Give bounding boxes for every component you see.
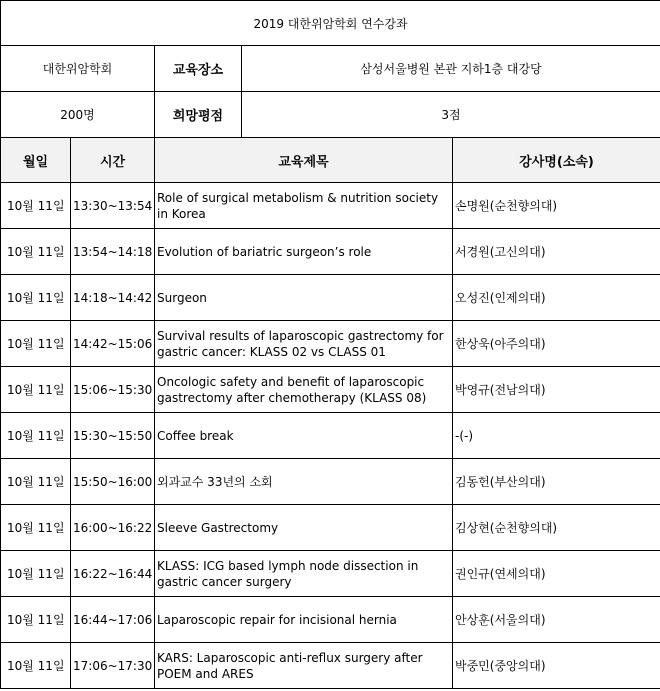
time-cell: 16:00~16:22	[71, 505, 155, 551]
topic-cell: KARS: Laparoscopic anti-reflux surgery after POEM and ARES	[155, 643, 453, 689]
speaker-cell: 안상훈(서울의대)	[453, 597, 660, 643]
time-cell: 15:30~15:50	[71, 413, 155, 459]
title-row	[1, 1, 660, 46]
topic-cell: 외과교수 33년의 소회	[155, 459, 453, 505]
date-cell: 10월 11일	[1, 321, 71, 367]
time-cell: 13:54~14:18	[71, 229, 155, 275]
topic-cell: Coffee break	[155, 413, 453, 459]
time-cell: 16:44~17:06	[71, 597, 155, 643]
topic-cell: Evolution of bariatric surgeon’s role	[155, 229, 453, 275]
capacity: 200명	[1, 92, 155, 138]
capacity-row	[1, 92, 660, 138]
date-cell: 10월 11일	[1, 459, 71, 505]
speaker-cell: 오성진(인제의대)	[453, 275, 660, 321]
speaker-cell: 박영규(전남의대)	[453, 367, 660, 413]
date-cell: 10월 11일	[1, 505, 71, 551]
date-cell: 10월 11일	[1, 183, 71, 229]
topic-cell: Sleeve Gastrectomy	[155, 505, 453, 551]
table-row	[1, 643, 660, 689]
table-row	[1, 183, 660, 229]
speaker-cell: 손명원(순천향의대)	[453, 183, 660, 229]
course-title: 2019 대한위암학회 연수강좌	[1, 1, 660, 46]
speaker-cell: 한상욱(아주의대)	[453, 321, 660, 367]
topic-cell: Survival results of laparoscopic gastrectomy for gastric cancer: KLASS 02 vs CLASS 01	[155, 321, 453, 367]
schedule-body	[1, 183, 660, 689]
topic-cell: KLASS: ICG based lymph node dissection in gastric cancer surgery	[155, 551, 453, 597]
date-cell: 10월 11일	[1, 551, 71, 597]
table-row	[1, 413, 660, 459]
speaker-header: 강사명(소속)	[453, 138, 660, 183]
speaker-cell: 김동헌(부산의대)	[453, 459, 660, 505]
time-cell: 14:42~15:06	[71, 321, 155, 367]
time-cell: 14:18~14:42	[71, 275, 155, 321]
date-header: 월일	[1, 138, 71, 183]
time-cell: 17:06~17:30	[71, 643, 155, 689]
table-row	[1, 229, 660, 275]
speaker-cell: -(-)	[453, 413, 660, 459]
date-cell: 10월 11일	[1, 413, 71, 459]
organizer: 대한위암학회	[1, 46, 155, 92]
table-row	[1, 505, 660, 551]
speaker-cell: 서경원(고신의대)	[453, 229, 660, 275]
date-cell: 10월 11일	[1, 275, 71, 321]
venue-row	[1, 46, 660, 92]
header-row	[1, 138, 660, 183]
venue: 삼성서울병원 본관 지하1층 대강당	[242, 46, 660, 92]
time-cell: 15:06~15:30	[71, 367, 155, 413]
table-row	[1, 459, 660, 505]
table-row	[1, 275, 660, 321]
speaker-cell: 김상현(순천향의대)	[453, 505, 660, 551]
date-cell: 10월 11일	[1, 367, 71, 413]
venue-label: 교육장소	[155, 46, 242, 92]
time-cell: 16:22~16:44	[71, 551, 155, 597]
table-row	[1, 597, 660, 643]
time-cell: 15:50~16:00	[71, 459, 155, 505]
topic-cell: Oncologic safety and benefit of laparoscopic gastrectomy after chemotherapy (KLASS 08)	[155, 367, 453, 413]
speaker-cell: 권인규(연세의대)	[453, 551, 660, 597]
topic-cell: Laparoscopic repair for incisional hernia	[155, 597, 453, 643]
points-label: 희망평점	[155, 92, 242, 138]
topic-cell: Surgeon	[155, 275, 453, 321]
table-row	[1, 321, 660, 367]
table-row	[1, 551, 660, 597]
speaker-cell: 박중민(중앙의대)	[453, 643, 660, 689]
date-cell: 10월 11일	[1, 597, 71, 643]
time-cell: 13:30~13:54	[71, 183, 155, 229]
points: 3점	[242, 92, 660, 138]
topic-cell: Role of surgical metabolism & nutrition society in Korea	[155, 183, 453, 229]
topic-header: 교육제목	[155, 138, 453, 183]
date-cell: 10월 11일	[1, 643, 71, 689]
table-row	[1, 367, 660, 413]
time-header: 시간	[71, 138, 155, 183]
date-cell: 10월 11일	[1, 229, 71, 275]
